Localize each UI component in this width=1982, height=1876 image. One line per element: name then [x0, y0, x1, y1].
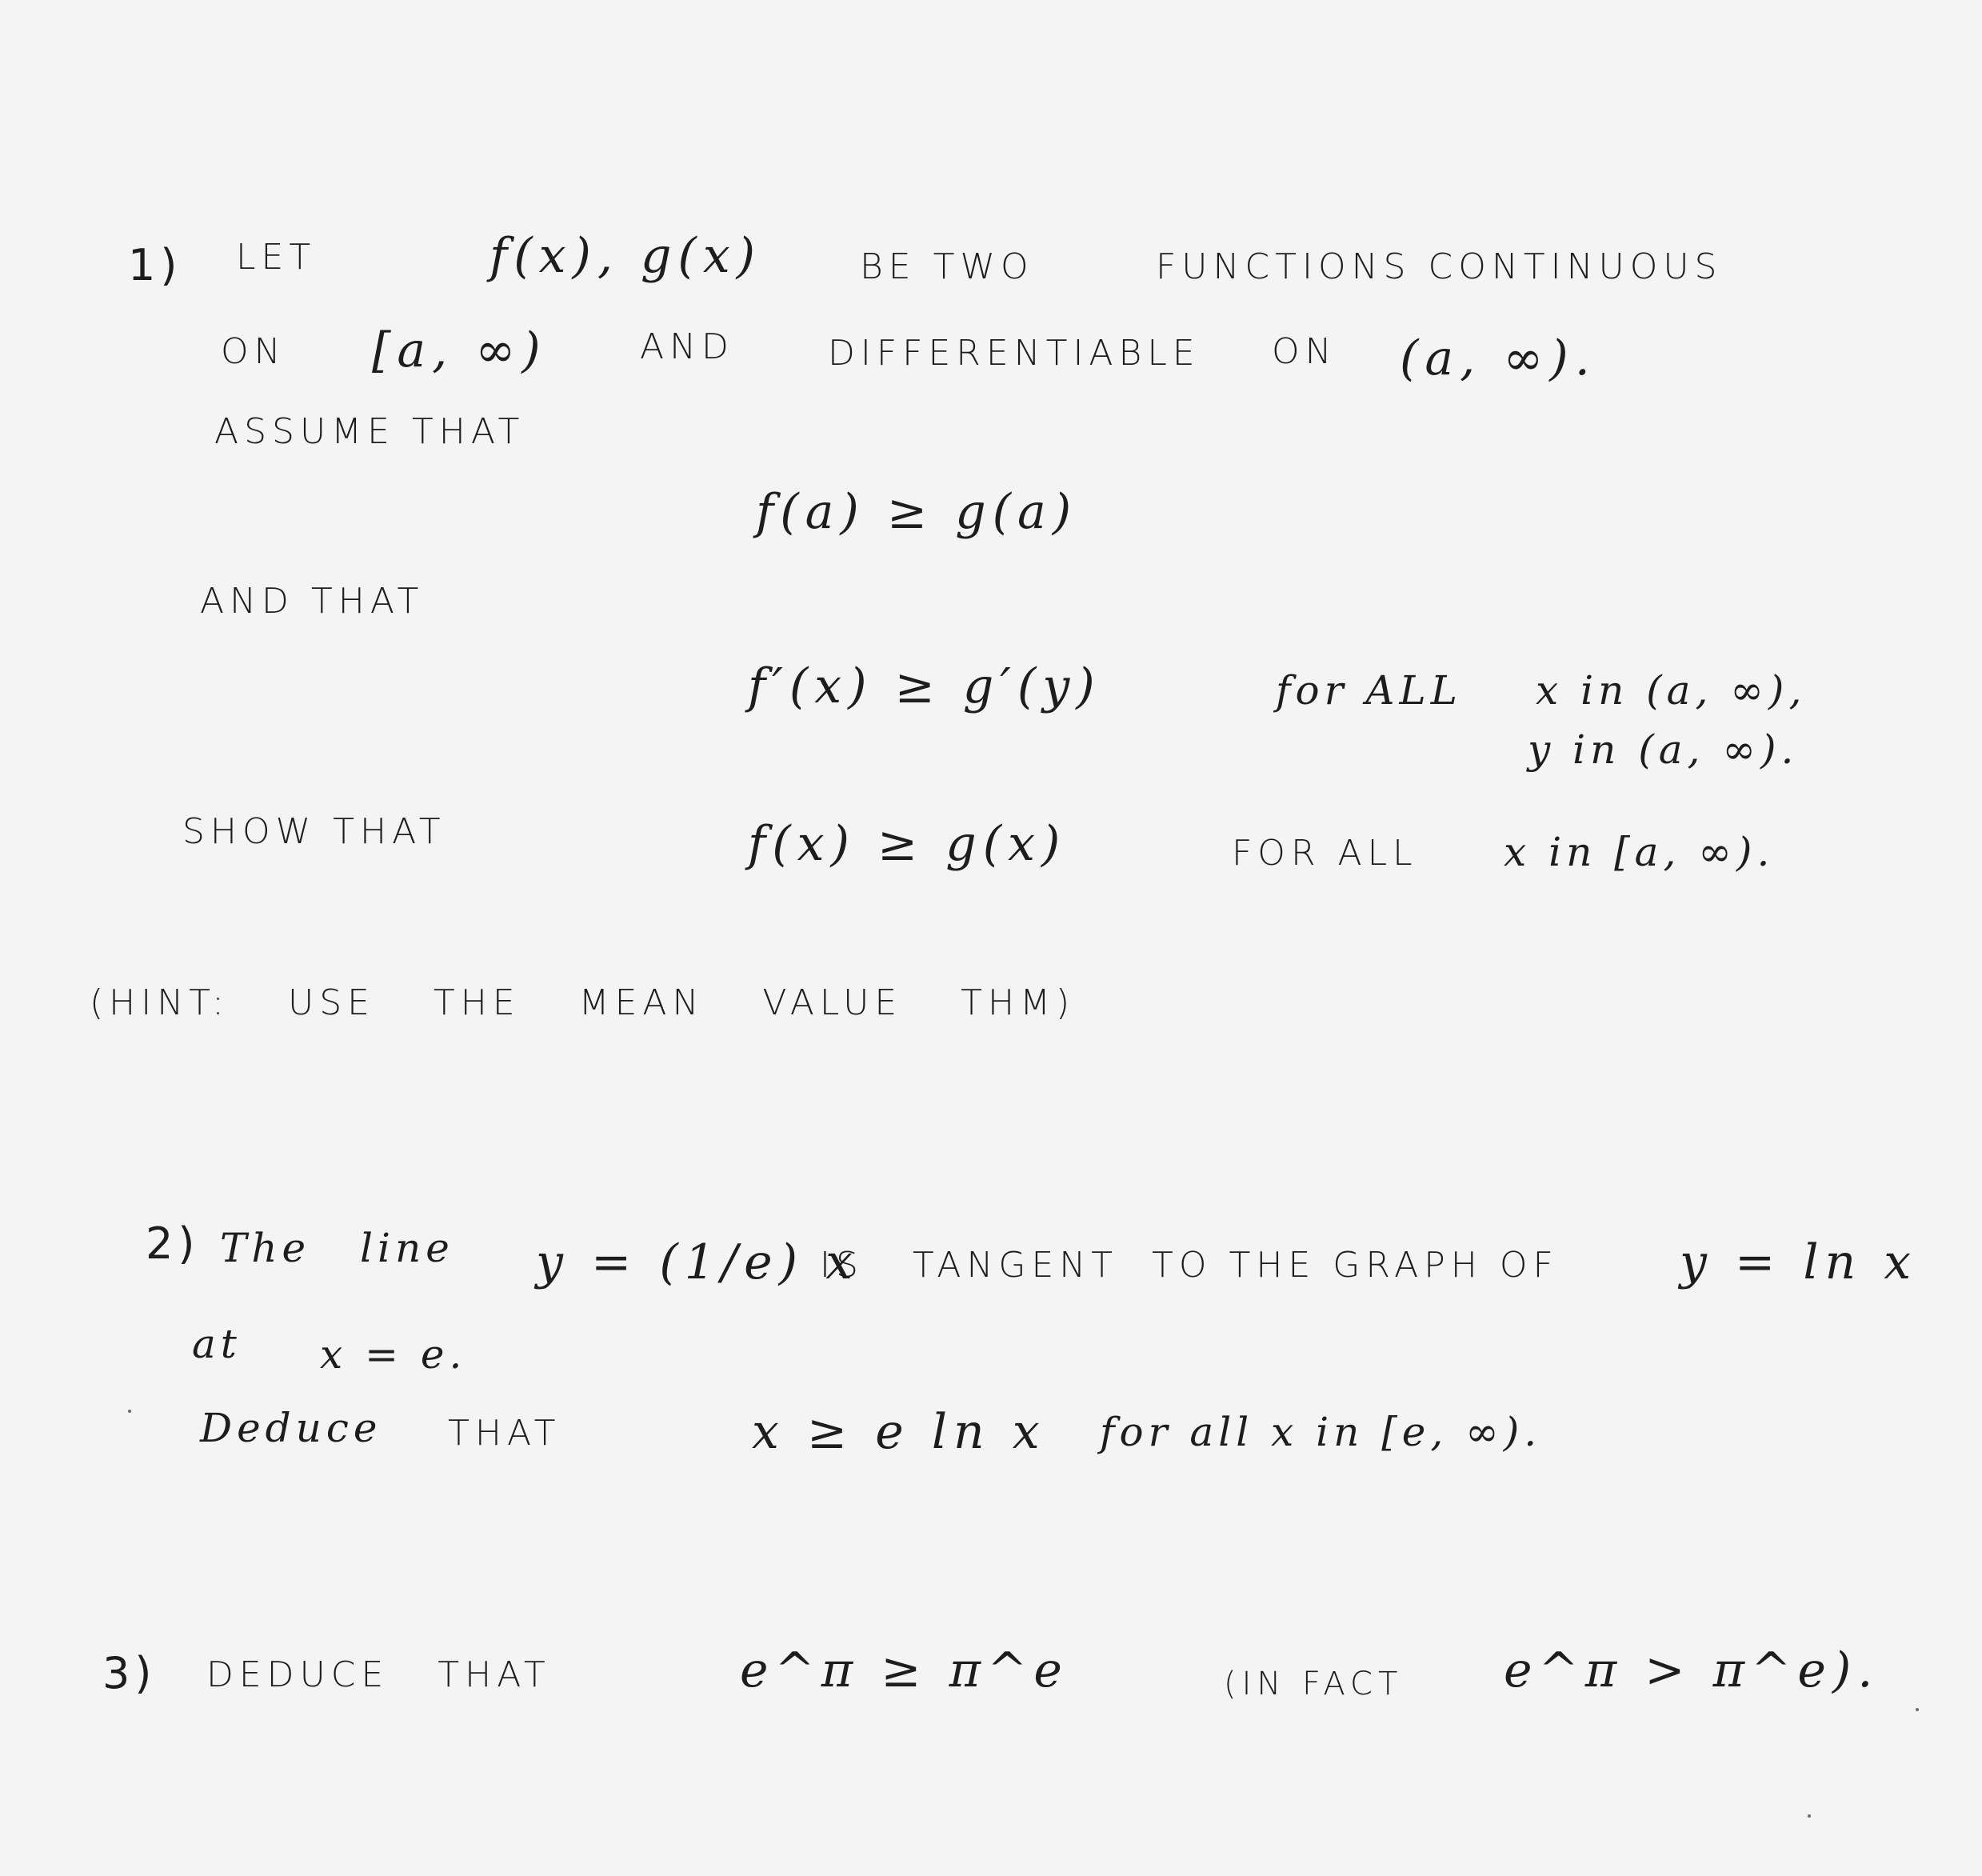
problem-1-and-that: AND THAT [200, 581, 425, 622]
problem-2-deduce: Deduce [200, 1405, 382, 1451]
problem-3-in-fact: (IN FACT [1224, 1666, 1404, 1702]
problem-2-the-line: The line [220, 1225, 454, 1271]
problem-2-at-point: x = e. [320, 1331, 467, 1378]
problem-1-be-two: BE TWO [860, 246, 1034, 287]
paper-speck [1916, 1708, 1919, 1711]
problem-1-functions-continuous: FUNCTIONS CONTINUOUS [1156, 246, 1723, 287]
problem-1-for-all: for ALL [1276, 667, 1462, 714]
problem-1-and: AND [640, 326, 734, 367]
problem-1-let: LET [236, 237, 317, 278]
paper-speck [1808, 1814, 1811, 1818]
paper-speck [128, 1410, 131, 1413]
problem-1-on-2: ON [1272, 331, 1337, 372]
problem-2-for-all: for all x in [e, ∞). [1100, 1409, 1542, 1455]
problem-1-range-y: y in (a, ∞). [1528, 726, 1799, 773]
problem-3-inequality: e^π ≥ π^e [740, 1642, 1069, 1698]
problem-2-tangent-equation: y = (1/e) x [536, 1234, 859, 1290]
problem-2-is-tangent: IS TANGENT [820, 1245, 1119, 1286]
problem-1-assume-that: ASSUME THAT [214, 411, 525, 452]
problem-2-number: 2) [146, 1218, 200, 1269]
problem-1-closed-interval: [a, ∞) [372, 322, 547, 378]
problem-2-that: THAT [448, 1413, 561, 1454]
problem-3-number: 3) [102, 1648, 157, 1698]
problem-2-inequality: x ≥ e ln x [752, 1404, 1046, 1460]
problem-1-on: ON [221, 331, 286, 372]
problem-1-derivative-inequality: f′(x) ≥ g′(y) [748, 658, 1101, 714]
problem-2-curve: y = ln x [1680, 1234, 1918, 1290]
problem-1-open-interval: (a, ∞). [1400, 330, 1596, 386]
problem-3-deduce-that: DEDUCE THAT [206, 1654, 551, 1695]
problem-1-range-conclusion: x in [a, ∞). [1504, 829, 1775, 875]
problem-1-inequality-at-a: f(a) ≥ g(a) [756, 484, 1078, 540]
problem-2-to-the-graph-of: TO THE GRAPH OF [1152, 1245, 1559, 1286]
problem-1-range-x: x in (a, ∞), [1536, 667, 1807, 714]
problem-1-show-that: SHOW THAT [182, 811, 446, 852]
problem-2-at: at [192, 1321, 242, 1367]
problem-1-differentiable: DIFFERENTIABLE [828, 333, 1201, 374]
problem-1-functions: f(x), g(x) [490, 228, 762, 284]
problem-1-for-all-2: FOR ALL [1232, 833, 1418, 874]
problem-3-strict-inequality: e^π > π^e). [1504, 1642, 1880, 1698]
problem-1-hint: (HINT: USE THE MEAN VALUE THM) [90, 982, 1076, 1023]
problem-1-number: 1) [128, 240, 182, 290]
problem-1-conclusion: f(x) ≥ g(x) [748, 816, 1067, 872]
